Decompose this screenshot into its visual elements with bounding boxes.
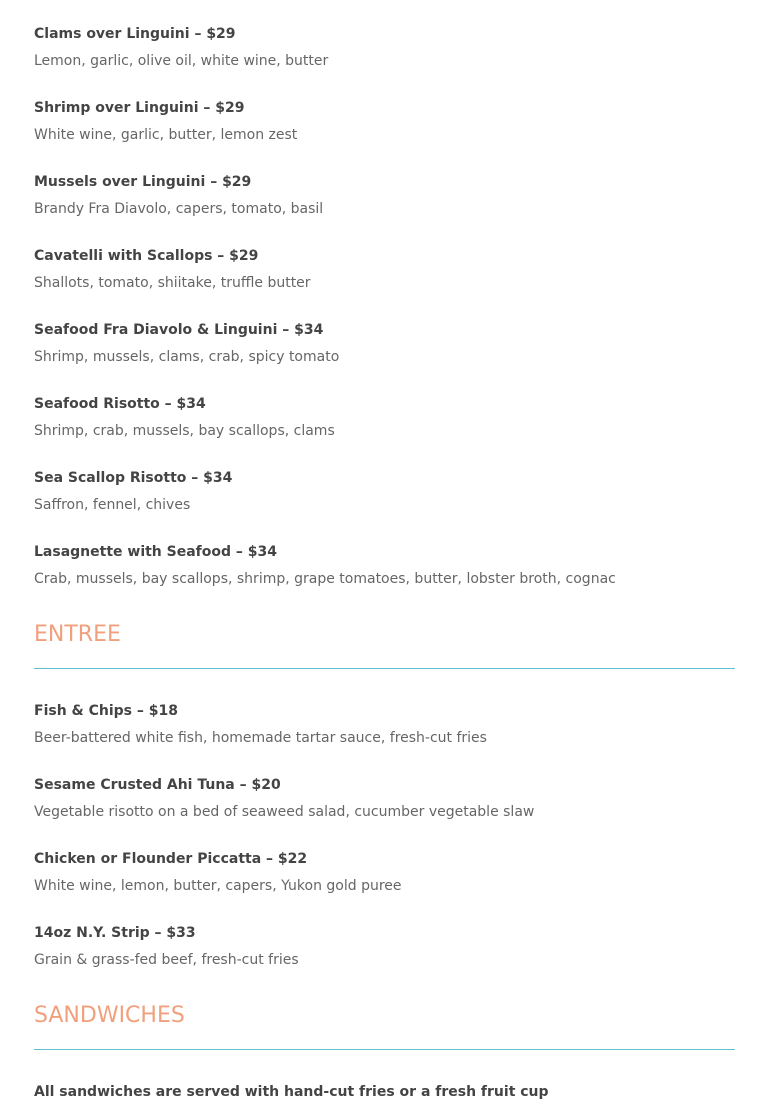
menu-item <box>34 466 735 520</box>
sandwiches-note: All sandwiches are served with hand-cut fries or a fresh fruit cup <box>34 1084 549 1100</box>
menu-item-title: Cavatelli with Scallops – $29 <box>34 248 259 264</box>
menu-item-description: Shrimp, mussels, clams, crab, spicy tomato <box>34 349 340 365</box>
menu-item-title: Shrimp over Linguini – $29 <box>34 100 245 116</box>
menu-item-description: Beer-battered white fish, homemade tartar sauce, fresh-cut fries <box>34 730 487 746</box>
menu-item <box>34 392 735 446</box>
menu-item-title: 14oz N.Y. Strip – $33 <box>34 925 196 941</box>
menu-item-description: Grain & grass-fed beef, fresh-cut fries <box>34 952 299 968</box>
sandwiches-heading: SANDWICHES <box>34 1003 185 1028</box>
section-divider <box>34 668 735 669</box>
menu-item <box>34 244 735 298</box>
entree-heading: ENTREE <box>34 622 121 647</box>
menu-item-title: Chicken or Flounder Piccatta – $22 <box>34 851 308 867</box>
menu-item <box>34 22 735 76</box>
menu-item-description: Saffron, fennel, chives <box>34 497 191 513</box>
menu-item-description: Shallots, tomato, shiitake, truffle butter <box>34 275 311 291</box>
menu-item-description: Crab, mussels, bay scallops, shrimp, grape tomatoes, butter, lobster broth, cognac <box>34 571 616 587</box>
menu-item <box>34 96 735 150</box>
menu-item-title: Seafood Fra Diavolo & Linguini – $34 <box>34 322 324 338</box>
menu-item-title: Seafood Risotto – $34 <box>34 396 206 412</box>
menu-item-description: Lemon, garlic, olive oil, white wine, butter <box>34 53 329 69</box>
menu-item <box>34 773 735 827</box>
menu-item-title: Fish & Chips – $18 <box>34 703 178 719</box>
menu-item <box>34 699 735 753</box>
entree-section <box>34 620 735 975</box>
menu-item <box>34 540 735 594</box>
menu-item-title: Mussels over Linguini – $29 <box>34 174 252 190</box>
menu-item-description: Shrimp, crab, mussels, bay scallops, clams <box>34 423 335 439</box>
menu-item-description: White wine, garlic, butter, lemon zest <box>34 127 298 143</box>
menu-item-title: Clams over Linguini – $29 <box>34 26 236 42</box>
menu-content <box>34 22 735 1104</box>
menu-item-description: Vegetable risotto on a bed of seaweed salad, cucumber vegetable slaw <box>34 804 535 820</box>
menu-item-title: Sesame Crusted Ahi Tuna – $20 <box>34 777 281 793</box>
menu-item-description: White wine, lemon, butter, capers, Yukon gold puree <box>34 878 402 894</box>
menu-item <box>34 170 735 224</box>
menu-item-title: Lasagnette with Seafood – $34 <box>34 544 277 560</box>
sandwiches-section <box>34 1001 735 1104</box>
menu-item <box>34 318 735 372</box>
menu-item <box>34 847 735 901</box>
menu-item-description: Brandy Fra Diavolo, capers, tomato, basil <box>34 201 324 217</box>
section-divider <box>34 1049 735 1050</box>
menu-item-title: Sea Scallop Risotto – $34 <box>34 470 233 486</box>
menu-item <box>34 921 735 975</box>
